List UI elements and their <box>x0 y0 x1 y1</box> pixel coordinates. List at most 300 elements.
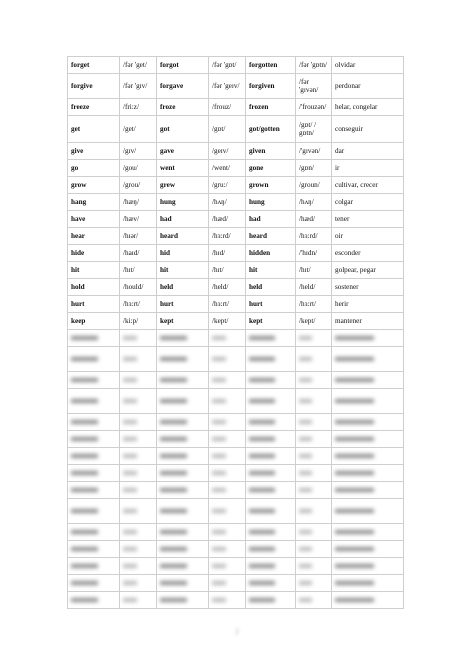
blurred-text-placeholder <box>160 437 187 441</box>
base-ipa-cell: /fər 'gɪv/ <box>120 74 157 99</box>
blurred-cell <box>68 414 120 431</box>
blurred-text-placeholder <box>123 530 137 534</box>
past-ipa-cell: /gru:/ <box>209 177 246 194</box>
blurred-cell <box>246 482 296 499</box>
past-simple-cell: forgave <box>157 74 209 99</box>
past-simple-cell: grew <box>157 177 209 194</box>
past-simple-cell: hurt <box>157 296 209 313</box>
blurred-cell <box>209 524 246 541</box>
blurred-text-placeholder <box>335 437 374 441</box>
blurred-cell <box>68 541 120 558</box>
blurred-text-placeholder <box>212 378 226 382</box>
blurred-text-placeholder <box>249 564 275 568</box>
base-form-cell: hold <box>68 279 120 296</box>
blurred-text-placeholder <box>160 336 187 340</box>
blurred-text-placeholder <box>249 399 275 403</box>
participle-ipa-cell: /'gɪvən/ <box>296 143 332 160</box>
blurred-cell <box>157 465 209 482</box>
blurred-text-placeholder <box>212 454 226 458</box>
blurred-text-placeholder <box>299 581 312 585</box>
blurred-text-placeholder <box>212 336 226 340</box>
blurred-text-placeholder <box>212 509 226 513</box>
spanish-translation-cell: cultivar, crecer <box>332 177 404 194</box>
blurred-text-placeholder <box>123 509 137 513</box>
past-participle-cell: hit <box>246 262 296 279</box>
blurred-text-placeholder <box>212 420 226 424</box>
base-ipa-cell: /gɪv/ <box>120 143 157 160</box>
blurred-cell <box>246 330 296 347</box>
blurred-text-placeholder <box>71 488 98 492</box>
past-ipa-cell: /held/ <box>209 279 246 296</box>
table-row <box>68 74 404 99</box>
blurred-cell <box>120 592 157 609</box>
blurred-table-row <box>68 499 404 524</box>
table-row <box>68 99 404 116</box>
blurred-text-placeholder <box>299 378 312 382</box>
blurred-text-placeholder <box>212 547 226 551</box>
blurred-table-row <box>68 347 404 372</box>
past-simple-cell: hit <box>157 262 209 279</box>
blurred-text-placeholder <box>335 530 374 534</box>
blurred-cell <box>120 482 157 499</box>
blurred-text-placeholder <box>71 547 98 551</box>
blurred-cell <box>209 482 246 499</box>
blurred-cell <box>68 499 120 524</box>
blurred-text-placeholder <box>249 378 275 382</box>
blurred-text-placeholder <box>160 454 187 458</box>
blurred-text-placeholder <box>299 564 312 568</box>
blurred-cell <box>68 465 120 482</box>
blurred-cell <box>246 465 296 482</box>
blurred-text-placeholder <box>71 598 98 602</box>
blurred-text-placeholder <box>335 420 374 424</box>
spanish-translation-cell: herir <box>332 296 404 313</box>
blurred-text-placeholder <box>212 437 226 441</box>
participle-ipa-cell: /gɒn/ <box>296 160 332 177</box>
participle-ipa-cell: /groun/ <box>296 177 332 194</box>
blurred-text-placeholder <box>299 547 312 551</box>
blurred-cell <box>296 330 332 347</box>
blurred-cell <box>120 524 157 541</box>
blurred-text-placeholder <box>160 509 187 513</box>
blurred-cell <box>120 448 157 465</box>
blurred-text-placeholder <box>71 357 98 361</box>
blurred-cell <box>120 558 157 575</box>
blurred-text-placeholder <box>212 581 226 585</box>
past-participle-cell: grown <box>246 177 296 194</box>
base-form-cell: hear <box>68 228 120 245</box>
spanish-translation-cell: ir <box>332 160 404 177</box>
past-participle-cell: frozen <box>246 99 296 116</box>
blurred-text-placeholder <box>123 471 137 475</box>
blurred-cell <box>209 541 246 558</box>
irregular-verbs-table <box>67 56 404 609</box>
base-ipa-cell: /haɪd/ <box>120 245 157 262</box>
blurred-cell <box>332 592 404 609</box>
spanish-translation-cell: esconder <box>332 245 404 262</box>
base-ipa-cell: /fər 'get/ <box>120 57 157 74</box>
blurred-text-placeholder <box>249 420 275 424</box>
table-row <box>68 116 404 143</box>
table-row <box>68 245 404 262</box>
past-simple-cell: heard <box>157 228 209 245</box>
base-ipa-cell: /hæv/ <box>120 211 157 228</box>
past-participle-cell: heard <box>246 228 296 245</box>
past-ipa-cell: /hæd/ <box>209 211 246 228</box>
blurred-text-placeholder <box>299 488 312 492</box>
blurred-cell <box>332 558 404 575</box>
past-ipa-cell: /hʌŋ/ <box>209 194 246 211</box>
table-row <box>68 296 404 313</box>
base-ipa-cell: /hæŋ/ <box>120 194 157 211</box>
blurred-cell <box>332 499 404 524</box>
base-ipa-cell: /hɜ:rt/ <box>120 296 157 313</box>
spanish-translation-cell: helar, congelar <box>332 99 404 116</box>
blurred-cell <box>246 524 296 541</box>
past-participle-cell: gone <box>246 160 296 177</box>
table-row <box>68 228 404 245</box>
blurred-cell <box>68 482 120 499</box>
past-participle-cell: hurt <box>246 296 296 313</box>
blurred-text-placeholder <box>160 420 187 424</box>
blurred-cell <box>332 372 404 389</box>
blurred-table-row <box>68 482 404 499</box>
blurred-table-row <box>68 592 404 609</box>
past-simple-cell: gave <box>157 143 209 160</box>
blurred-table-row <box>68 414 404 431</box>
participle-ipa-cell: /hɜ:rd/ <box>296 228 332 245</box>
blurred-text-placeholder <box>160 399 187 403</box>
blurred-cell <box>120 431 157 448</box>
table-row <box>68 160 404 177</box>
base-form-cell: grow <box>68 177 120 194</box>
blurred-cell <box>332 414 404 431</box>
past-participle-cell: forgiven <box>246 74 296 99</box>
blurred-table-row <box>68 330 404 347</box>
past-participle-cell: hung <box>246 194 296 211</box>
past-ipa-cell: /hɪd/ <box>209 245 246 262</box>
blurred-text-placeholder <box>299 509 312 513</box>
blurred-cell <box>68 330 120 347</box>
blurred-text-placeholder <box>299 598 312 602</box>
blurred-text-placeholder <box>249 437 275 441</box>
blurred-text-placeholder <box>335 581 374 585</box>
spanish-translation-cell: oir <box>332 228 404 245</box>
participle-ipa-cell: /hʌŋ/ <box>296 194 332 211</box>
participle-ipa-cell: /held/ <box>296 279 332 296</box>
blurred-text-placeholder <box>299 357 312 361</box>
past-simple-cell: got <box>157 116 209 143</box>
base-form-cell: hide <box>68 245 120 262</box>
blurred-cell <box>296 389 332 414</box>
blurred-cell <box>209 414 246 431</box>
blurred-text-placeholder <box>123 581 137 585</box>
blurred-text-placeholder <box>335 564 374 568</box>
blurred-text-placeholder <box>335 454 374 458</box>
blurred-cell <box>68 389 120 414</box>
blurred-text-placeholder <box>335 547 374 551</box>
blurred-cell <box>157 575 209 592</box>
blurred-cell <box>246 431 296 448</box>
blurred-text-placeholder <box>71 454 98 458</box>
blurred-cell <box>209 431 246 448</box>
spanish-translation-cell: dar <box>332 143 404 160</box>
blurred-cell <box>68 448 120 465</box>
blurred-text-placeholder <box>249 336 275 340</box>
participle-ipa-cell: /fər 'gɪvən/ <box>296 74 332 99</box>
blurred-text-placeholder <box>160 488 187 492</box>
base-form-cell: hit <box>68 262 120 279</box>
blurred-cell <box>296 558 332 575</box>
blurred-cell <box>246 541 296 558</box>
blurred-text-placeholder <box>160 378 187 382</box>
blurred-table-row <box>68 575 404 592</box>
blurred-cell <box>157 431 209 448</box>
blurred-cell <box>209 347 246 372</box>
base-ipa-cell: /ki:p/ <box>120 313 157 330</box>
blurred-text-placeholder <box>160 598 187 602</box>
blurred-text-placeholder <box>249 357 275 361</box>
blurred-text-placeholder <box>160 564 187 568</box>
blurred-cell <box>296 524 332 541</box>
blurred-text-placeholder <box>212 530 226 534</box>
blurred-text-placeholder <box>299 420 312 424</box>
blurred-text-placeholder <box>249 488 275 492</box>
table-row <box>68 313 404 330</box>
blurred-text-placeholder <box>160 530 187 534</box>
blurred-cell <box>332 431 404 448</box>
spanish-translation-cell: mantener <box>332 313 404 330</box>
blurred-cell <box>209 448 246 465</box>
blurred-cell <box>332 524 404 541</box>
base-form-cell: keep <box>68 313 120 330</box>
blurred-cell <box>120 330 157 347</box>
table-row <box>68 194 404 211</box>
participle-ipa-cell: /hɪt/ <box>296 262 332 279</box>
blurred-cell <box>209 389 246 414</box>
blurred-cell <box>246 389 296 414</box>
past-participle-cell: got/gotten <box>246 116 296 143</box>
blurred-cell <box>209 592 246 609</box>
table-body <box>68 57 404 609</box>
past-participle-cell: given <box>246 143 296 160</box>
blurred-cell <box>332 330 404 347</box>
base-form-cell: give <box>68 143 120 160</box>
blurred-cell <box>68 592 120 609</box>
blurred-cell <box>296 431 332 448</box>
past-participle-cell: had <box>246 211 296 228</box>
table-row <box>68 57 404 74</box>
blurred-cell <box>332 448 404 465</box>
blurred-cell <box>157 330 209 347</box>
base-form-cell: freeze <box>68 99 120 116</box>
blurred-text-placeholder <box>249 581 275 585</box>
past-ipa-cell: /hɜ:rt/ <box>209 296 246 313</box>
blurred-table-row <box>68 465 404 482</box>
past-ipa-cell: /hɪt/ <box>209 262 246 279</box>
blurred-cell <box>296 448 332 465</box>
base-ipa-cell: /grou/ <box>120 177 157 194</box>
blurred-text-placeholder <box>212 399 226 403</box>
blurred-cell <box>157 414 209 431</box>
blurred-text-placeholder <box>160 357 187 361</box>
blurred-text-placeholder <box>160 581 187 585</box>
blurred-table-row <box>68 431 404 448</box>
participle-ipa-cell: /'hɪdn/ <box>296 245 332 262</box>
blurred-cell <box>332 465 404 482</box>
participle-ipa-cell: /hɜ:rt/ <box>296 296 332 313</box>
page-number: 2 <box>235 627 239 636</box>
past-ipa-cell: /went/ <box>209 160 246 177</box>
blurred-cell <box>68 524 120 541</box>
blurred-text-placeholder <box>71 509 98 513</box>
blurred-text-placeholder <box>212 357 226 361</box>
blurred-cell <box>209 499 246 524</box>
blurred-text-placeholder <box>299 471 312 475</box>
blurred-text-placeholder <box>299 454 312 458</box>
blurred-cell <box>296 541 332 558</box>
past-participle-cell: held <box>246 279 296 296</box>
blurred-text-placeholder <box>123 420 137 424</box>
blurred-cell <box>120 575 157 592</box>
past-simple-cell: went <box>157 160 209 177</box>
blurred-text-placeholder <box>299 336 312 340</box>
blurred-cell <box>68 575 120 592</box>
blurred-cell <box>246 347 296 372</box>
blurred-cell <box>296 347 332 372</box>
blurred-cell <box>157 347 209 372</box>
blurred-text-placeholder <box>123 598 137 602</box>
blurred-cell <box>209 558 246 575</box>
base-ipa-cell: /hould/ <box>120 279 157 296</box>
blurred-cell <box>157 558 209 575</box>
blurred-cell <box>296 482 332 499</box>
spanish-translation-cell: colgar <box>332 194 404 211</box>
blurred-text-placeholder <box>249 509 275 513</box>
blurred-cell <box>296 465 332 482</box>
table-row <box>68 177 404 194</box>
blurred-cell <box>332 389 404 414</box>
blurred-cell <box>68 372 120 389</box>
blurred-cell <box>296 575 332 592</box>
past-ipa-cell: /fər 'gɒt/ <box>209 57 246 74</box>
spanish-translation-cell: olvidar <box>332 57 404 74</box>
spanish-translation-cell: conseguir <box>332 116 404 143</box>
blurred-text-placeholder <box>249 547 275 551</box>
base-form-cell: get <box>68 116 120 143</box>
blurred-text-placeholder <box>249 598 275 602</box>
spanish-translation-cell: sostener <box>332 279 404 296</box>
base-form-cell: go <box>68 160 120 177</box>
past-simple-cell: froze <box>157 99 209 116</box>
blurred-text-placeholder <box>123 488 137 492</box>
blurred-cell <box>246 558 296 575</box>
past-simple-cell: held <box>157 279 209 296</box>
blurred-table-row <box>68 372 404 389</box>
blurred-cell <box>246 592 296 609</box>
blurred-text-placeholder <box>212 564 226 568</box>
blurred-cell <box>246 448 296 465</box>
blurred-text-placeholder <box>335 509 374 513</box>
base-form-cell: forgive <box>68 74 120 99</box>
blurred-text-placeholder <box>335 598 374 602</box>
blurred-text-placeholder <box>160 547 187 551</box>
base-ipa-cell: /hɪt/ <box>120 262 157 279</box>
blurred-table-row <box>68 389 404 414</box>
blurred-table-row <box>68 541 404 558</box>
blurred-cell <box>246 372 296 389</box>
blurred-cell <box>332 482 404 499</box>
blurred-text-placeholder <box>123 357 137 361</box>
blurred-text-placeholder <box>123 454 137 458</box>
blurred-text-placeholder <box>212 598 226 602</box>
blurred-text-placeholder <box>249 530 275 534</box>
past-ipa-cell: /frouz/ <box>209 99 246 116</box>
table-row <box>68 262 404 279</box>
base-ipa-cell: /fri:z/ <box>120 99 157 116</box>
blurred-cell <box>332 541 404 558</box>
past-ipa-cell: /kept/ <box>209 313 246 330</box>
blurred-text-placeholder <box>335 488 374 492</box>
past-ipa-cell: /fər 'geɪv/ <box>209 74 246 99</box>
spanish-translation-cell: tener <box>332 211 404 228</box>
base-form-cell: hurt <box>68 296 120 313</box>
past-simple-cell: kept <box>157 313 209 330</box>
spanish-translation-cell: perdonar <box>332 74 404 99</box>
blurred-cell <box>332 347 404 372</box>
blurred-table-row <box>68 524 404 541</box>
past-simple-cell: hung <box>157 194 209 211</box>
blurred-text-placeholder <box>212 488 226 492</box>
blurred-text-placeholder <box>249 454 275 458</box>
past-ipa-cell: /geɪv/ <box>209 143 246 160</box>
base-form-cell: hang <box>68 194 120 211</box>
past-ipa-cell: /hɜ:rd/ <box>209 228 246 245</box>
blurred-cell <box>68 558 120 575</box>
blurred-cell <box>246 414 296 431</box>
table-row <box>68 143 404 160</box>
past-participle-cell: hidden <box>246 245 296 262</box>
blurred-cell <box>246 499 296 524</box>
blurred-text-placeholder <box>335 336 374 340</box>
blurred-cell <box>120 347 157 372</box>
blurred-table-row <box>68 448 404 465</box>
blurred-cell <box>157 389 209 414</box>
blurred-cell <box>120 389 157 414</box>
blurred-text-placeholder <box>71 420 98 424</box>
blurred-text-placeholder <box>71 530 98 534</box>
blurred-cell <box>209 465 246 482</box>
blurred-text-placeholder <box>123 378 137 382</box>
blurred-cell <box>157 592 209 609</box>
blurred-cell <box>120 414 157 431</box>
blurred-cell <box>332 575 404 592</box>
participle-ipa-cell: /'frouzən/ <box>296 99 332 116</box>
blurred-cell <box>246 575 296 592</box>
base-form-cell: have <box>68 211 120 228</box>
blurred-cell <box>68 431 120 448</box>
blurred-cell <box>209 372 246 389</box>
table-row <box>68 211 404 228</box>
blurred-cell <box>120 541 157 558</box>
blurred-cell <box>296 372 332 389</box>
blurred-text-placeholder <box>249 471 275 475</box>
blurred-text-placeholder <box>71 581 98 585</box>
spanish-translation-cell: golpear, pegar <box>332 262 404 279</box>
blurred-cell <box>120 465 157 482</box>
blurred-text-placeholder <box>299 437 312 441</box>
blurred-text-placeholder <box>123 547 137 551</box>
